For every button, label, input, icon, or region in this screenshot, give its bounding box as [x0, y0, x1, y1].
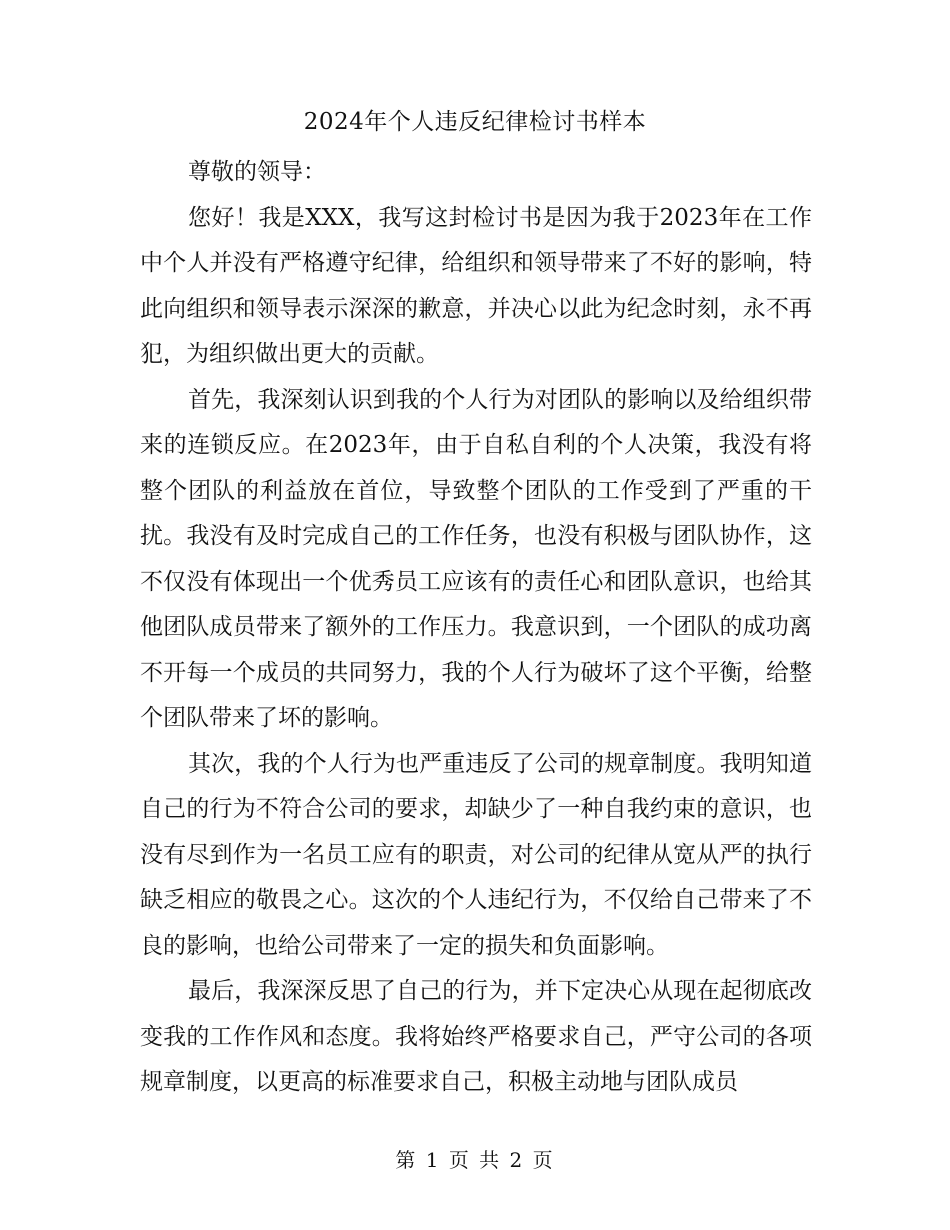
document-body: [140, 150, 812, 1106]
paragraph-2: 首先，我深刻认识到我的个人行为对团队的影响以及给组织带来的连锁反应。在2023年，由于自私自利的个人决策，我没有将整个团队的利益放在首位，导致整个团队的工作受到了严重的干扰。我没有及时完成自己的工作任务，也没有积极与团队协作，这不仅没有体现出一个优秀员工应该有的责任心和团队意识，也给其他团队成员带来了额外的工作压力。我意识到，一个团队的成功离不开每一个成员的共同努力，我的个人行为破坏了这个平衡，给整个团队带来了坏的影响。: [140, 386, 812, 731]
paragraph-4: 最后，我深深反思了自己的行为，并下定决心从现在起彻底改变我的工作作风和态度。我将始终严格要求自己，严守公司的各项规章制度，以更高的标准要求自己，积极主动地与团队成员: [140, 978, 812, 1095]
page-number-footer: 第 1 页 共 2 页: [395, 1148, 555, 1172]
document-title: 2024年个人违反纪律检讨书样本: [303, 109, 647, 135]
paragraph-1: 您好！我是XXX，我写这封检讨书是因为我于2023年在工作中个人并没有严格遵守纪律，给组织和领导带来了不好的影响，特此向组织和领导表示深深的歉意，并决心以此为纪念时刻，永不再犯，为组织做出更大的贡献。: [140, 204, 812, 367]
greeting-line: 尊敬的领导：: [188, 159, 326, 185]
paragraph-3: 其次，我的个人行为也严重违反了公司的规章制度。我明知道自己的行为不符合公司的要求，却缺少了一种自我约束的意识，也没有尽到作为一名员工应有的职责，对公司的纪律从宽从严的执行缺乏相应的敬畏之心。这次的个人违纪行为，不仅给自己带来了不良的影响，也给公司带来了一定的损失和负面影响。: [140, 750, 812, 959]
